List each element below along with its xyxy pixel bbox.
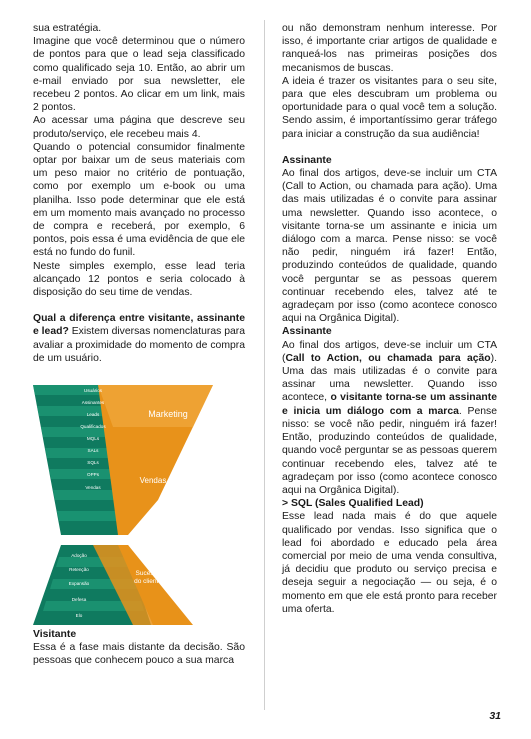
funnel-label-sucesso: Sucesso	[135, 570, 161, 577]
paragraph: Ao final dos artigos, deve-se incluir um CTA (Call to Action, ou chamada para ação). Uma das mais utilizadas é o convite para assinar uma newsletter. Quando isso acontece, o visitante torna-se um assinante e inicia um diálogo com a marca. Pense nisso: se você não pedir, ninguém irá fazer! Então, produzindo conteúdos de qualidade, quando você perguntar se as pessoas querem continuar recebendo eles, talvez até te agradeçam por isso (como acontece conosco aqui na Orgânica Digital).	[282, 339, 497, 496]
funnel-stage: Defesa	[71, 597, 87, 602]
question-paragraph	[33, 312, 245, 365]
right-column	[282, 22, 497, 616]
paragraph: Quando o potencial consumidor finalmente optar por baixar um de seus materiais com um peso maior no critério de pontuação, como por exemplo um e-book ou uma planilha. Isso pode determinar que ele está em um momento mais avançado no processo de compra e receberá, por exemplo, 6 pontos, pois essa é uma evidência de que ele está no fundo do funil.	[33, 141, 245, 259]
funnel-stage: Usuários	[83, 388, 103, 393]
column-divider	[264, 20, 265, 710]
sales-funnel-figure	[33, 385, 213, 625]
funnel-stage: SQLs	[87, 460, 99, 465]
funnel-stage: Vendas	[85, 485, 101, 490]
left-column-bottom	[33, 628, 245, 668]
section-heading: > SQL (Sales Qualified Lead)	[282, 498, 424, 510]
funnel-stage: Elo	[75, 613, 83, 618]
paragraph: Ao acessar uma página que descreve seu produto/serviço, ele recebeu mais 4.	[33, 115, 245, 140]
paragraph: ou não demonstram nenhum interesse. Por isso, é importante criar artigos de qualidade e ranqueá-los nas primeiras posições dos mecanismos de buscas.	[282, 23, 497, 74]
funnel-stage: Qualificados	[80, 424, 106, 429]
funnel-stage: Adoção	[71, 553, 87, 558]
paragraph: sua estratégia.	[33, 23, 102, 34]
question-rest: Existem diversas nomenclaturas para avaliar a proximidade do momento de compra de um usuário.	[33, 326, 246, 364]
paragraph: Imagine que você determinou que o número de pontos para que o lead seja classificado como qualificado seja 10. Então, ao abrir um e-mail enviado por sua newsletter, ele recebeu 2 pontos. Ao clicar em um link, mais 2 pontos.	[33, 36, 245, 114]
question-bold: Qual a diferença entre visitante, assinante e lead?	[33, 313, 245, 338]
funnel-stage: Assinantes	[81, 400, 105, 405]
section-heading: Assinante	[282, 154, 332, 166]
section-heading: Visitante	[33, 629, 77, 640]
section-heading: Assinante	[282, 326, 332, 338]
funnel-stage: MQLs	[86, 436, 100, 441]
paragraph: Esse lead nada mais é do que aquele qualificado por vendas. Isso significa que o lead foi abordado e educado pela área comercial por meio de uma venda consultiva, já decidiu que produto ou serviço precisa e deseja seguir a negociação — ou seja, é o momento em que ele está pronto para receber uma oferta.	[282, 511, 497, 615]
paragraph: Ao final dos artigos, deve-se incluir um CTA (Call to Action, ou chamada para ação). Uma das mais utilizadas é o convite para assinar uma newsletter. Quando isso acontece, o visitante torna-se um assinante e inicia um diálogo com a marca. Pense nisso: se você não pedir, ninguém irá fazer! Então, produzindo conteúdos de qualidade, quando você perguntar se as pessoas querem continuar recebendo eles, talvez até te agradeçam por isso (como acontece conosco aqui na Orgânica Digital).	[282, 168, 497, 325]
funnel-stage: Leads	[86, 412, 100, 417]
funnel-stage: Retenção	[69, 567, 89, 572]
funnel-stage: SALs	[87, 448, 99, 453]
funnel-stage: Expansão	[68, 581, 90, 586]
left-column	[33, 22, 245, 365]
funnel-stage: OPPs	[87, 472, 99, 477]
page-number: 31	[489, 710, 501, 722]
paragraph: Essa é a fase mais distante da decisão. São pessoas que conhecem pouco a sua marca	[33, 642, 245, 667]
funnel-label-marketing: Marketing	[148, 409, 188, 419]
funnel-label-sucesso: do cliente	[134, 578, 162, 585]
paragraph: Neste simples exemplo, esse lead teria alcançado 12 pontos e seria colocado à disposição do seu time de vendas.	[33, 260, 245, 299]
funnel-label-vendas: Vendas	[139, 476, 167, 485]
paragraph: A ideia é trazer os visitantes para o seu site, para que eles descubram um problema ou oportunidade para o qual você tem a solução. Sendo assim, é importantíssimo gerar tráfego para iniciar a construção da sua audiência!	[282, 75, 497, 140]
